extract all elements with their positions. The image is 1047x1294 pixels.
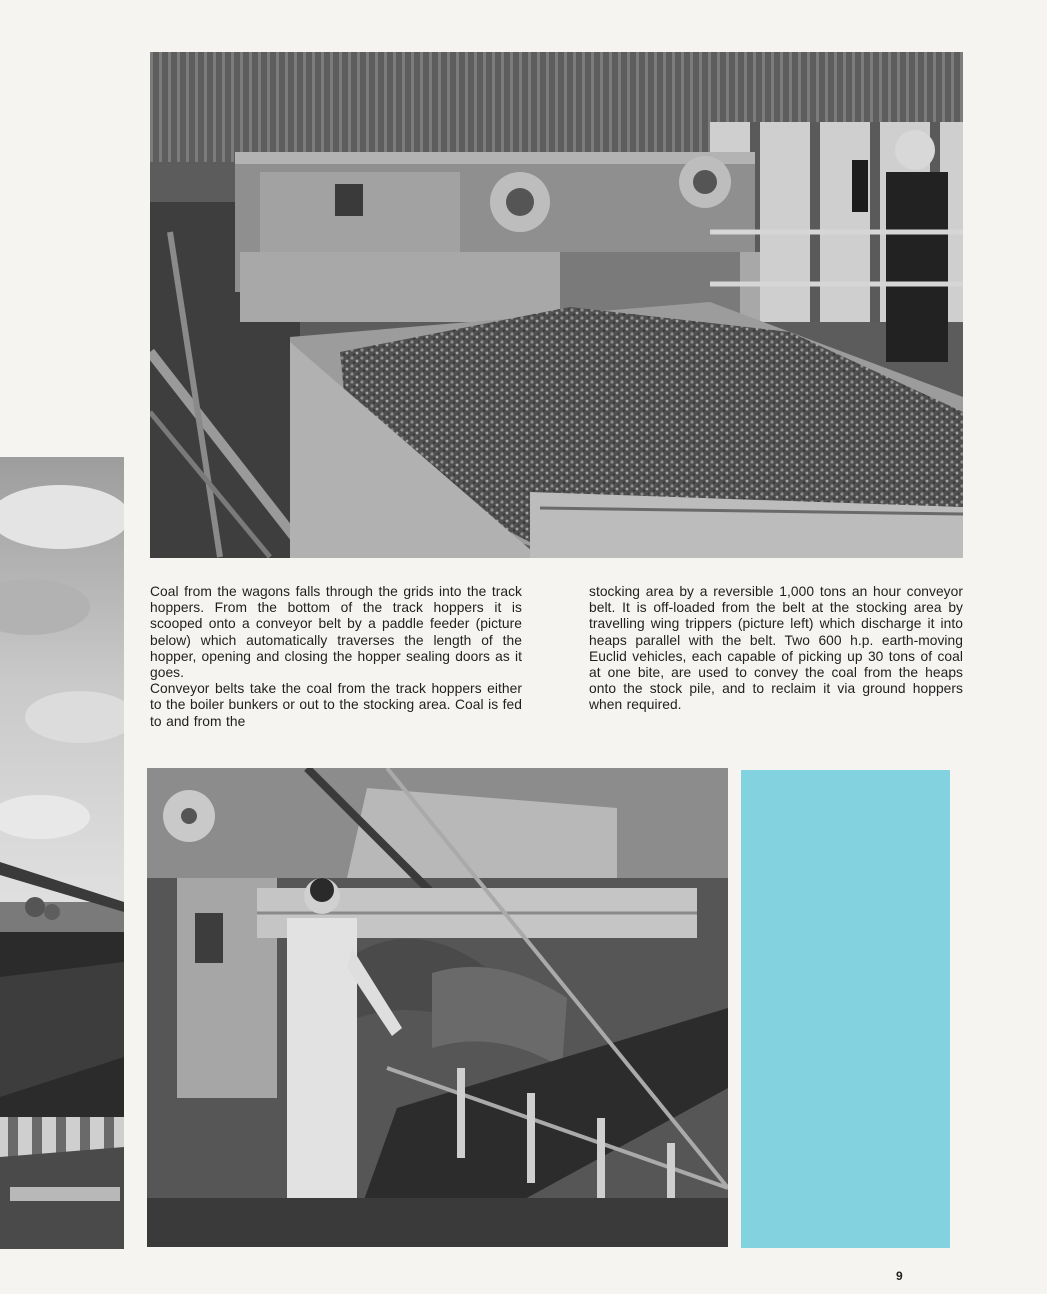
conveyor-belt-illustration xyxy=(147,768,728,1247)
caption-left-column xyxy=(150,584,522,730)
stocking-area-illustration xyxy=(0,457,124,1249)
conveyor-belt-photo xyxy=(147,768,728,1247)
accent-color-panel xyxy=(741,770,950,1248)
stocking-area-photo xyxy=(0,457,124,1249)
caption-paragraph: stocking area by a reversible 1,000 tons an hour conveyor belt. It is off-loaded from the belt at the stocking area by travelling wing trippers (picture left) which discharge it into heaps parallel with the belt. Two 600 h.p. earth-moving Euclid vehicles, each capable of picking up 30 tons of coal at one bite, are used to convey the coal from the heaps onto the stock pile, and to reclaim it via ground hoppers when required. xyxy=(589,584,963,713)
paddle-feeder-photo xyxy=(150,52,963,558)
page-number: 9 xyxy=(896,1269,903,1283)
caption-paragraph: Conveyor belts take the coal from the track hoppers either to the boiler bunkers or out to the stocking area. Coal is fed to and from the xyxy=(150,681,522,729)
paddle-feeder-illustration xyxy=(150,52,963,558)
caption-right-column xyxy=(589,584,963,714)
caption-paragraph: Coal from the wagons falls through the grids into the track hoppers. From the bottom of the track hoppers it is scooped onto a conveyor belt by a paddle feeder (picture below) which automatically traverses the length of the hopper, opening and closing the hopper sealing doors as it goes. xyxy=(150,584,522,681)
